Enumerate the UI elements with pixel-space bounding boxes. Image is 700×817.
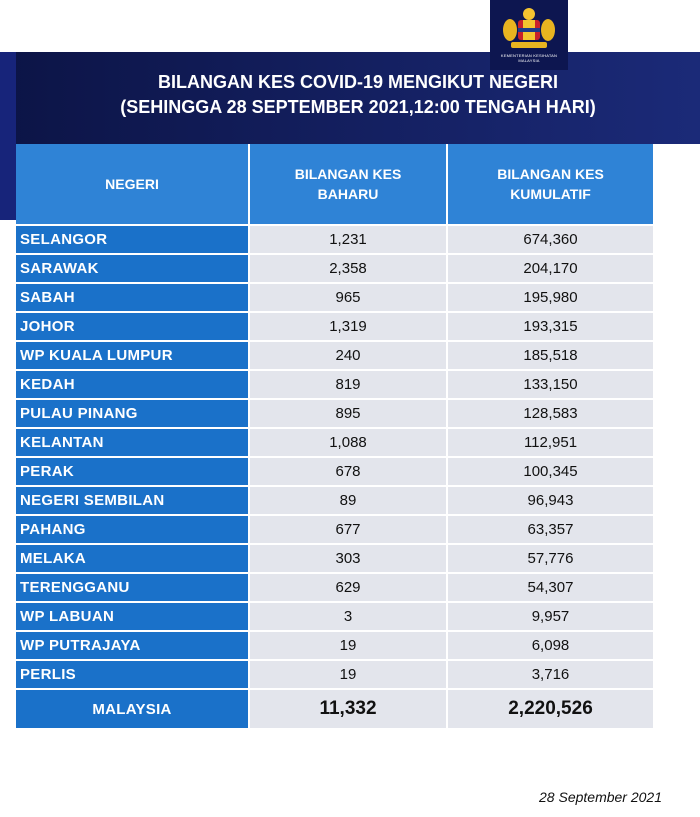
new-cases-value: 3: [250, 603, 448, 632]
cumulative-cases-value: 100,345: [448, 458, 653, 487]
state-name: WP KUALA LUMPUR: [16, 342, 250, 371]
new-cases-value: 678: [250, 458, 448, 487]
total-cumulative-cases: 2,220,526: [448, 690, 653, 730]
table-row: [16, 458, 653, 487]
table-row: [16, 400, 653, 429]
state-name: SELANGOR: [16, 226, 250, 255]
new-cases-value: 89: [250, 487, 448, 516]
cumulative-cases-value: 6,098: [448, 632, 653, 661]
table-row: [16, 255, 653, 284]
table-row: [16, 632, 653, 661]
cumulative-cases-value: 193,315: [448, 313, 653, 342]
cumulative-cases-value: 674,360: [448, 226, 653, 255]
new-cases-value: 1,088: [250, 429, 448, 458]
table-row: [16, 313, 653, 342]
new-cases-value: 1,231: [250, 226, 448, 255]
new-cases-value: 965: [250, 284, 448, 313]
state-name: WP LABUAN: [16, 603, 250, 632]
new-cases-value: 240: [250, 342, 448, 371]
title-line-2: (SEHINGGA 28 SEPTEMBER 2021,12:00 TENGAH HARI): [120, 97, 596, 117]
state-name: MELAKA: [16, 545, 250, 574]
new-cases-value: 819: [250, 371, 448, 400]
header-state: NEGERI: [16, 144, 250, 226]
table-header-row: [16, 144, 653, 226]
report-date: 28 September 2021: [539, 789, 662, 805]
title-line-1: BILANGAN KES COVID-19 MENGIKUT NEGERI: [157, 72, 559, 92]
page-title: [16, 70, 700, 120]
table-row: [16, 226, 653, 255]
cumulative-cases-value: 133,150: [448, 371, 653, 400]
state-name: NEGERI SEMBILAN: [16, 487, 250, 516]
state-name: PERLIS: [16, 661, 250, 690]
new-cases-value: 19: [250, 661, 448, 690]
total-row: [16, 690, 653, 730]
state-name: SABAH: [16, 284, 250, 313]
cumulative-cases-value: 204,170: [448, 255, 653, 284]
header-cumulative-cases: BILANGAN KES KUMULATIF: [448, 144, 653, 226]
state-name: PERAK: [16, 458, 250, 487]
cumulative-cases-value: 9,957: [448, 603, 653, 632]
state-name: PULAU PINANG: [16, 400, 250, 429]
state-name: TERENGGANU: [16, 574, 250, 603]
state-name: KEDAH: [16, 371, 250, 400]
covid-cases-table: [16, 144, 653, 730]
table-row: [16, 603, 653, 632]
state-name: JOHOR: [16, 313, 250, 342]
table-row: [16, 284, 653, 313]
table-row: [16, 545, 653, 574]
total-label: MALAYSIA: [16, 690, 250, 730]
cumulative-cases-value: 57,776: [448, 545, 653, 574]
state-name: KELANTAN: [16, 429, 250, 458]
state-name: SARAWAK: [16, 255, 250, 284]
table-row: [16, 429, 653, 458]
new-cases-value: 629: [250, 574, 448, 603]
crest-caption: KEMENTERIAN KESIHATAN MALAYSIA: [500, 53, 558, 63]
total-new-cases: 11,332: [250, 690, 448, 730]
ministry-crest: [490, 0, 568, 70]
state-name: WP PUTRAJAYA: [16, 632, 250, 661]
table-row: [16, 516, 653, 545]
table-row: [16, 371, 653, 400]
new-cases-value: 677: [250, 516, 448, 545]
table-row: [16, 487, 653, 516]
cumulative-cases-value: 185,518: [448, 342, 653, 371]
cumulative-cases-value: 54,307: [448, 574, 653, 603]
cumulative-cases-value: 195,980: [448, 284, 653, 313]
cumulative-cases-value: 112,951: [448, 429, 653, 458]
new-cases-value: 19: [250, 632, 448, 661]
new-cases-value: 303: [250, 545, 448, 574]
cumulative-cases-value: 3,716: [448, 661, 653, 690]
state-name: PAHANG: [16, 516, 250, 545]
new-cases-value: 895: [250, 400, 448, 429]
table-row: [16, 574, 653, 603]
cumulative-cases-value: 96,943: [448, 487, 653, 516]
banner-accent: [0, 52, 16, 220]
cumulative-cases-value: 128,583: [448, 400, 653, 429]
new-cases-value: 1,319: [250, 313, 448, 342]
cumulative-cases-value: 63,357: [448, 516, 653, 545]
table-row: [16, 661, 653, 690]
header-new-cases: BILANGAN KES BAHARU: [250, 144, 448, 226]
new-cases-value: 2,358: [250, 255, 448, 284]
coat-of-arms-icon: [501, 6, 557, 52]
table-row: [16, 342, 653, 371]
